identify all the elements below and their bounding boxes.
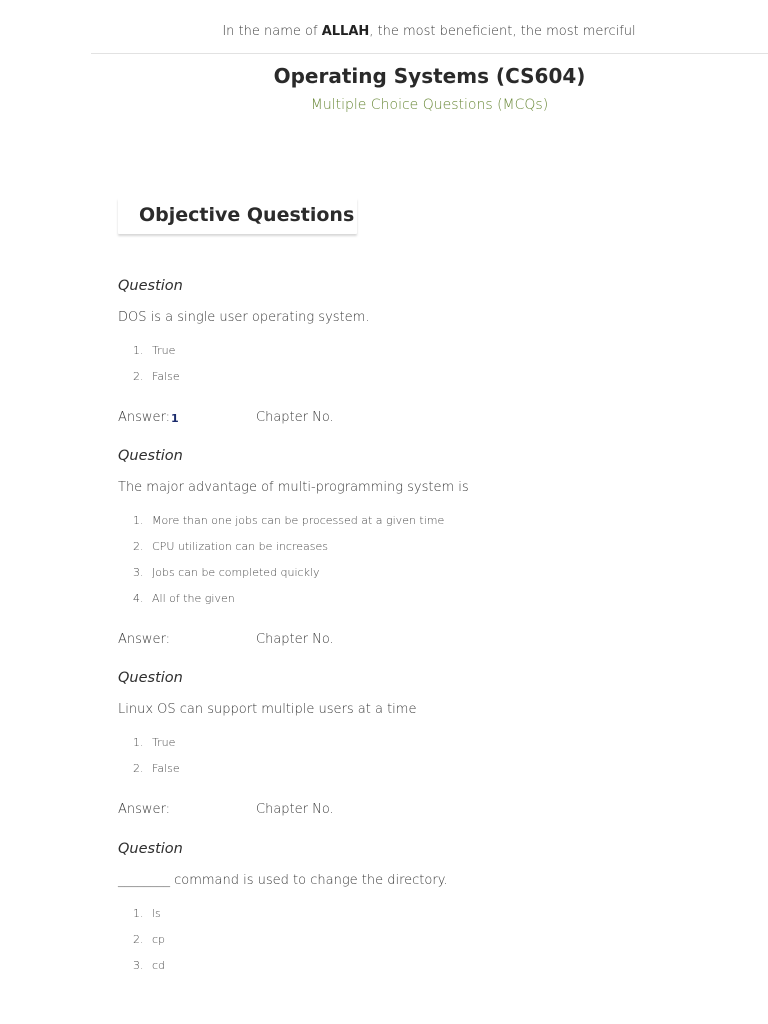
option-number: 1.: [133, 736, 144, 749]
option-text: False: [152, 762, 180, 775]
chapter-label: Chapter No.: [256, 802, 334, 817]
option-number: 2.: [133, 933, 144, 946]
option-text: False: [152, 370, 180, 383]
header-suffix: , the most beneficient, the most merciful: [369, 24, 636, 39]
bismillah-header: [0, 24, 768, 39]
document-subtitle: Multiple Choice Questions (MCQs): [310, 97, 549, 113]
option-text: Jobs can be completed quickly: [152, 566, 320, 579]
header-emphasis: ALLAH: [321, 24, 370, 39]
option-number: 2.: [133, 762, 144, 775]
chapter-label: Chapter No.: [256, 632, 334, 647]
option-number: 4.: [133, 592, 144, 605]
question-label: Question: [118, 448, 183, 464]
option-number: 1.: [133, 907, 144, 920]
answer-value: 1: [171, 412, 179, 425]
option-text: More than one jobs can be processed at a given time: [152, 514, 445, 527]
question-text: ________ command is used to change the directory.: [118, 873, 448, 888]
option-number: 2.: [133, 370, 144, 383]
option-text: CPU utilization can be increases: [152, 540, 328, 553]
option-text: cp: [152, 933, 166, 946]
section-heading: [118, 198, 357, 234]
question-label: Question: [118, 841, 183, 857]
document-title: Operating Systems (CS604): [273, 64, 586, 88]
option-text: All of the given: [152, 592, 235, 605]
answer-label: Answer:: [118, 802, 171, 817]
option-text: True: [152, 344, 176, 357]
option-number: 2.: [133, 540, 144, 553]
answer-label: Answer:: [118, 410, 171, 425]
option-number: 3.: [133, 959, 144, 972]
chapter-label: Chapter No.: [256, 410, 334, 425]
option-number: 1.: [133, 514, 144, 527]
question-text: DOS is a single user operating system.: [118, 310, 370, 325]
option-number: 3.: [133, 566, 144, 579]
option-text: cd: [152, 959, 166, 972]
question-text: Linux OS can support multiple users at a time: [118, 702, 417, 717]
question-label: Question: [118, 278, 183, 294]
header-prefix: In the name of: [222, 24, 322, 39]
option-number: 1.: [133, 344, 144, 357]
question-text: The major advantage of multi-programming system is: [118, 480, 469, 495]
question-label: Question: [118, 670, 183, 686]
option-text: ls: [152, 907, 161, 920]
option-text: True: [152, 736, 176, 749]
header-divider: [91, 53, 768, 54]
answer-label: Answer:: [118, 632, 171, 647]
section-heading-text: Objective Questions: [139, 204, 355, 226]
